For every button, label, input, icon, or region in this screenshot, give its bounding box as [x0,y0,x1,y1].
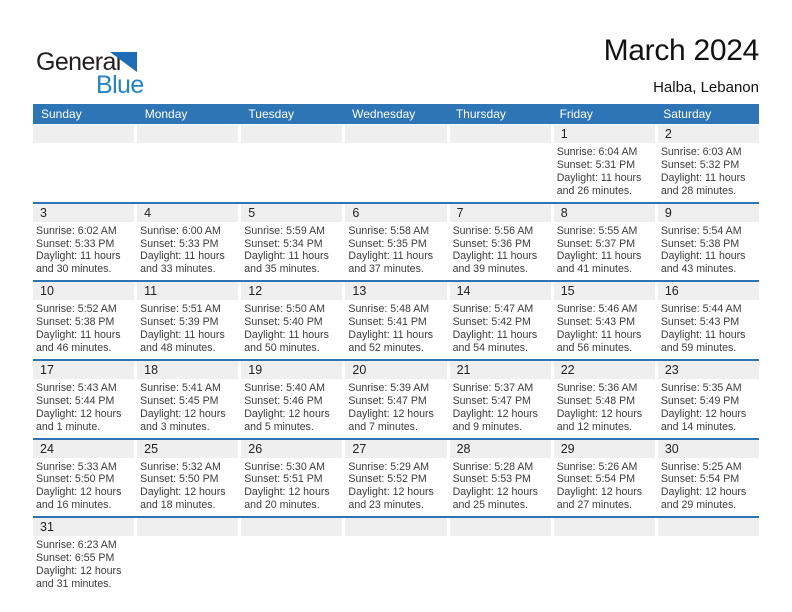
day-sunrise: Sunrise: 5:44 AM [660,303,742,316]
day-sunset: Sunset: 5:37 PM [556,237,636,250]
weekday-header-monday: Monday [144,107,188,121]
day-sunset: Sunset: 5:50 PM [36,473,115,486]
calendar-week-row [33,280,759,359]
calendar-week-row [33,125,759,202]
day-sunset: Sunset: 5:42 PM [452,316,531,329]
day-daylight-line1: Daylight: 12 hours [556,407,643,420]
day-daylight-line1: Daylight: 12 hours [36,407,122,420]
day-details [137,379,238,438]
day-sunset: Sunset: 5:44 PM [36,394,115,407]
empty-day-details [450,536,551,595]
day-number: 10 [33,282,134,300]
day-sunset: Sunset: 5:50 PM [140,473,219,486]
day-number: 17 [33,361,134,379]
day-number: 23 [658,361,759,379]
day-sunrise: Sunrise: 5:35 AM [660,381,742,394]
day-details-row [33,379,759,438]
day-daylight-line2: and 43 minutes. [660,263,737,276]
day-sunset: Sunset: 5:45 PM [140,394,219,407]
day-sunset: Sunset: 5:38 PM [660,237,740,250]
calendar-week-row [33,516,759,595]
empty-day-number [137,518,238,536]
day-daylight-line2: and 9 minutes. [452,420,523,433]
day-sunrise: Sunrise: 5:50 AM [244,303,325,316]
day-sunrise: Sunrise: 5:59 AM [244,224,325,237]
empty-day-number [345,518,446,536]
day-daylight-line1: Daylight: 11 hours [660,250,746,263]
day-number: 16 [658,282,759,300]
day-daylight-line1: Daylight: 12 hours [556,486,643,499]
day-number: 9 [658,204,759,222]
day-sunrise: Sunrise: 5:47 AM [452,303,534,316]
day-sunrise: Sunrise: 5:36 AM [556,381,638,394]
day-daylight-line1: Daylight: 11 hours [140,329,225,342]
day-daylight-line2: and 14 minutes. [660,420,737,433]
empty-day-details [554,536,655,595]
logo-text-blue: Blue [96,71,144,99]
day-daylight-line1: Daylight: 12 hours [36,564,122,577]
day-sunrise: Sunrise: 5:52 AM [36,303,117,316]
empty-day-details [450,143,551,202]
day-sunset: Sunset: 6:55 PM [36,552,115,565]
day-sunset: Sunset: 5:43 PM [660,316,740,329]
day-daylight-line2: and 54 minutes. [452,341,528,354]
empty-day-number [450,125,551,143]
empty-day-details [345,536,446,595]
day-number: 2 [658,125,759,143]
day-sunset: Sunset: 5:54 PM [556,473,636,486]
empty-day-number [450,518,551,536]
day-daylight-line2: and 5 minutes. [244,420,314,433]
day-daylight-line1: Daylight: 12 hours [244,486,330,499]
day-sunrise: Sunrise: 6:00 AM [140,224,221,237]
day-sunset: Sunset: 5:31 PM [556,158,636,171]
day-number: 19 [241,361,342,379]
day-number: 4 [137,204,238,222]
day-daylight-line1: Daylight: 11 hours [660,171,746,184]
day-details [241,300,342,359]
calendar-table [33,104,759,595]
day-sunset: Sunset: 5:47 PM [348,394,427,407]
day-details [450,379,551,438]
day-details [345,222,446,281]
day-daylight-line2: and 39 minutes. [452,263,528,276]
day-daylight-line2: and 52 minutes. [348,341,424,354]
day-daylight-line1: Daylight: 12 hours [452,486,538,499]
day-sunrise: Sunrise: 5:40 AM [244,381,325,394]
day-number: 30 [658,440,759,458]
day-number: 25 [137,440,238,458]
day-daylight-line2: and 16 minutes. [36,499,112,512]
day-number: 28 [450,440,551,458]
day-sunset: Sunset: 5:54 PM [660,473,740,486]
day-details [658,379,759,438]
day-daylight-line2: and 59 minutes. [660,341,737,354]
day-sunrise: Sunrise: 5:25 AM [660,460,742,473]
day-number: 14 [450,282,551,300]
day-sunset: Sunset: 5:39 PM [140,316,219,329]
day-sunrise: Sunrise: 5:48 AM [348,303,430,316]
empty-day-number [241,125,342,143]
day-details [345,379,446,438]
empty-day-number [658,518,759,536]
day-sunrise: Sunrise: 6:02 AM [36,224,117,237]
day-sunrise: Sunrise: 5:46 AM [556,303,638,316]
day-number: 24 [33,440,134,458]
day-daylight-line2: and 28 minutes. [660,184,737,197]
day-daylight-line2: and 41 minutes. [556,263,633,276]
day-daylight-line2: and 29 minutes. [660,499,737,512]
day-details [241,222,342,281]
day-sunrise: Sunrise: 5:30 AM [244,460,325,473]
day-details [137,300,238,359]
day-details [33,222,134,281]
day-number-strip [33,518,759,536]
day-number: 5 [241,204,342,222]
day-details [554,222,655,281]
day-daylight-line2: and 3 minutes. [140,420,210,433]
day-sunset: Sunset: 5:38 PM [36,316,115,329]
day-number-strip [33,440,759,458]
day-number-strip [33,125,759,143]
day-details-row [33,536,759,595]
day-sunset: Sunset: 5:51 PM [244,473,323,486]
day-daylight-line2: and 56 minutes. [556,341,633,354]
day-details [345,300,446,359]
empty-day-number [554,518,655,536]
day-number: 6 [345,204,446,222]
day-daylight-line2: and 18 minutes. [140,499,216,512]
day-daylight-line2: and 26 minutes. [556,184,633,197]
day-daylight-line1: Daylight: 11 hours [556,250,642,263]
day-number: 26 [241,440,342,458]
day-sunrise: Sunrise: 5:41 AM [140,381,221,394]
day-number: 15 [554,282,655,300]
day-daylight-line2: and 25 minutes. [452,499,528,512]
day-daylight-line2: and 50 minutes. [244,341,320,354]
day-daylight-line1: Daylight: 12 hours [452,407,538,420]
weekday-header-sunday: Sunday [41,107,82,121]
day-details [554,143,655,202]
day-details [450,458,551,517]
day-daylight-line1: Daylight: 12 hours [348,486,434,499]
day-details [33,536,134,595]
day-number: 27 [345,440,446,458]
empty-day-number [137,125,238,143]
day-details [554,458,655,517]
day-number: 12 [241,282,342,300]
day-sunrise: Sunrise: 5:55 AM [556,224,638,237]
day-sunset: Sunset: 5:49 PM [660,394,740,407]
day-sunrise: Sunrise: 5:54 AM [660,224,742,237]
day-daylight-line1: Daylight: 11 hours [244,250,329,263]
day-sunrise: Sunrise: 5:33 AM [36,460,117,473]
day-daylight-line1: Daylight: 12 hours [660,486,747,499]
day-sunset: Sunset: 5:52 PM [348,473,427,486]
day-sunrise: Sunrise: 6:04 AM [556,146,638,158]
day-sunset: Sunset: 5:43 PM [556,316,636,329]
day-sunset: Sunset: 5:32 PM [660,158,740,171]
empty-day-details [658,536,759,595]
day-sunrise: Sunrise: 6:03 AM [660,146,742,158]
day-daylight-line1: Daylight: 11 hours [660,329,746,342]
empty-day-number [345,125,446,143]
day-details [241,458,342,517]
calendar-week-row [33,438,759,517]
day-daylight-line1: Daylight: 12 hours [244,407,330,420]
day-daylight-line2: and 33 minutes. [140,263,216,276]
day-details-row [33,300,759,359]
day-daylight-line2: and 7 minutes. [348,420,418,433]
day-daylight-line2: and 30 minutes. [36,263,112,276]
day-details [33,300,134,359]
day-daylight-line2: and 46 minutes. [36,341,112,354]
day-daylight-line2: and 12 minutes. [556,420,633,433]
day-sunrise: Sunrise: 5:37 AM [452,381,534,394]
day-sunrise: Sunrise: 5:28 AM [452,460,534,473]
day-daylight-line2: and 31 minutes. [36,577,112,590]
weekday-header-tuesday: Tuesday [248,107,295,121]
day-daylight-line1: Daylight: 11 hours [452,250,538,263]
day-daylight-line1: Daylight: 12 hours [140,407,226,420]
day-details [450,300,551,359]
day-number: 3 [33,204,134,222]
weekday-header-saturday: Saturday [663,107,712,121]
calendar-week-row [33,359,759,438]
day-daylight-line1: Daylight: 11 hours [348,250,434,263]
day-sunset: Sunset: 5:33 PM [140,237,219,250]
day-sunset: Sunset: 5:47 PM [452,394,531,407]
day-number: 13 [345,282,446,300]
day-sunrise: Sunrise: 6:23 AM [36,539,117,552]
page-subtitle: Halba, Lebanon [653,79,759,96]
day-daylight-line1: Daylight: 12 hours [36,486,122,499]
general-blue-logo [36,48,146,100]
day-daylight-line1: Daylight: 11 hours [244,329,329,342]
day-daylight-line2: and 20 minutes. [244,499,320,512]
day-daylight-line1: Daylight: 12 hours [348,407,434,420]
day-number: 8 [554,204,655,222]
day-daylight-line1: Daylight: 11 hours [556,329,642,342]
day-sunrise: Sunrise: 5:51 AM [140,303,221,316]
day-sunrise: Sunrise: 5:43 AM [36,381,117,394]
day-details [554,300,655,359]
weekday-header-row [33,104,759,124]
day-daylight-line1: Daylight: 11 hours [140,250,225,263]
day-details-row [33,458,759,517]
empty-day-details [137,143,238,202]
logo-text-general: General [36,48,121,76]
day-details [33,458,134,517]
day-details [137,222,238,281]
day-details [658,222,759,281]
calendar-week-row [33,202,759,281]
day-sunrise: Sunrise: 5:58 AM [348,224,430,237]
day-number: 7 [450,204,551,222]
day-details [554,379,655,438]
weekday-header-thursday: Thursday [455,107,506,121]
title-block [604,34,759,96]
day-sunset: Sunset: 5:41 PM [348,316,427,329]
page-title: March 2024 [603,34,759,67]
day-sunrise: Sunrise: 5:32 AM [140,460,221,473]
day-details [345,458,446,517]
day-sunset: Sunset: 5:53 PM [452,473,531,486]
day-number: 20 [345,361,446,379]
day-sunset: Sunset: 5:48 PM [556,394,636,407]
day-number: 21 [450,361,551,379]
day-sunrise: Sunrise: 5:26 AM [556,460,638,473]
day-details [241,379,342,438]
empty-day-number [33,125,134,143]
day-sunset: Sunset: 5:34 PM [244,237,323,250]
day-details [450,222,551,281]
day-number: 29 [554,440,655,458]
day-number-strip [33,361,759,379]
day-details [658,143,759,202]
day-details [658,458,759,517]
empty-day-details [345,143,446,202]
empty-day-details [33,143,134,202]
day-sunset: Sunset: 5:46 PM [244,394,323,407]
day-daylight-line1: Daylight: 12 hours [660,407,747,420]
day-number-strip [33,204,759,222]
day-daylight-line2: and 23 minutes. [348,499,424,512]
day-number: 18 [137,361,238,379]
day-number: 11 [137,282,238,300]
day-sunset: Sunset: 5:33 PM [36,237,115,250]
day-sunset: Sunset: 5:36 PM [452,237,531,250]
day-number: 1 [554,125,655,143]
weekday-header-friday: Friday [559,107,593,121]
day-details-row [33,222,759,281]
empty-day-details [241,536,342,595]
weekday-header-wednesday: Wednesday [352,107,416,121]
day-sunset: Sunset: 5:35 PM [348,237,427,250]
day-daylight-line2: and 48 minutes. [140,341,216,354]
day-number-strip [33,282,759,300]
day-daylight-line2: and 37 minutes. [348,263,424,276]
day-sunrise: Sunrise: 5:39 AM [348,381,430,394]
day-daylight-line1: Daylight: 11 hours [36,329,121,342]
day-daylight-line1: Daylight: 11 hours [36,250,121,263]
day-number: 22 [554,361,655,379]
day-details-row [33,143,759,202]
empty-day-number [241,518,342,536]
day-sunset: Sunset: 5:40 PM [244,316,323,329]
day-number: 31 [33,518,134,536]
day-sunrise: Sunrise: 5:56 AM [452,224,534,237]
day-details [137,458,238,517]
day-daylight-line1: Daylight: 11 hours [452,329,538,342]
day-daylight-line2: and 35 minutes. [244,263,320,276]
day-daylight-line2: and 1 minute. [36,420,101,433]
empty-day-details [241,143,342,202]
day-daylight-line2: and 27 minutes. [556,499,633,512]
day-sunrise: Sunrise: 5:29 AM [348,460,430,473]
logo-triangle-icon [110,52,137,72]
day-details [33,379,134,438]
calendar-weeks [33,125,759,595]
day-details [658,300,759,359]
day-daylight-line1: Daylight: 12 hours [140,486,226,499]
day-daylight-line1: Daylight: 11 hours [556,171,642,184]
day-daylight-line1: Daylight: 11 hours [348,329,434,342]
empty-day-details [137,536,238,595]
